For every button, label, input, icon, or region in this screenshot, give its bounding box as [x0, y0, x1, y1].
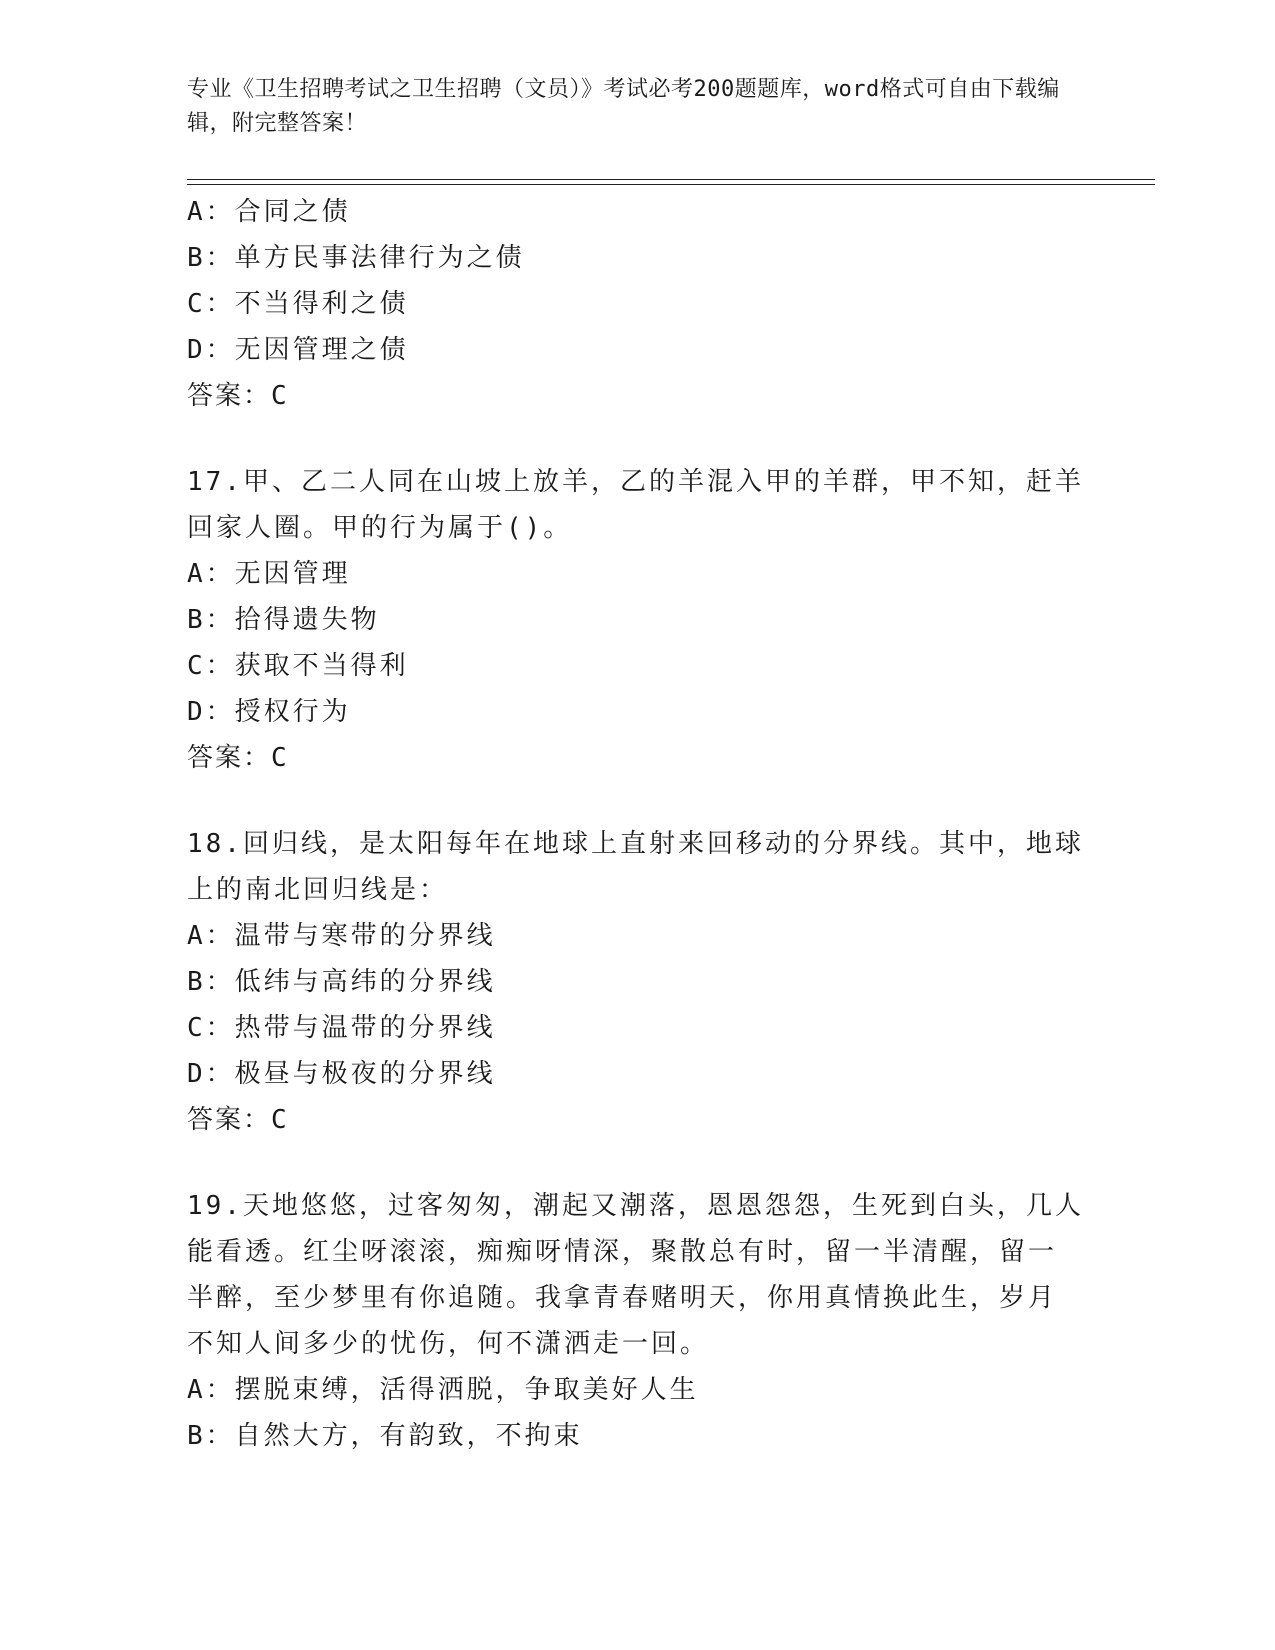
- spacer: [187, 781, 1067, 821]
- option-a: A：摆脱束缚，活得洒脱，争取美好人生: [187, 1375, 699, 1405]
- answer: 答案：C: [187, 743, 289, 773]
- document-header: 专业《卫生招聘考试之卫生招聘（文员）》考试必考200题题库，word格式可自由下载编辑，附完整答案！: [187, 77, 1060, 136]
- question-stem: 不知人间多少的忧伤，何不潇洒走一回。: [187, 1329, 710, 1359]
- question-block: [187, 1183, 1084, 1459]
- question-stem: 18.回归线，是太阳每年在地球上直射来回移动的分界线。其中，地球: [187, 829, 1084, 859]
- answer: 答案：C: [187, 381, 289, 411]
- option-d: D：授权行为: [187, 697, 351, 727]
- question-stem: 17.甲、乙二人同在山坡上放羊，乙的羊混入甲的羊群，甲不知，赶羊: [187, 467, 1084, 497]
- option-b: B：单方民事法律行为之债: [187, 243, 525, 273]
- question-stem: 半醉，至少梦里有你追随。我拿青春赌明天，你用真情换此生，岁月: [187, 1283, 1058, 1313]
- question-block: [187, 189, 1067, 419]
- spacer: [187, 419, 1067, 459]
- header-rule: [187, 184, 1155, 185]
- spacer: [187, 1143, 1067, 1183]
- question-list: [187, 189, 1084, 1459]
- option-c: C：热带与温带的分界线: [187, 1013, 496, 1043]
- option-b: B：自然大方，有韵致，不拘束: [187, 1421, 583, 1451]
- question-block: [187, 821, 1084, 1143]
- option-c: C：获取不当得利: [187, 651, 409, 681]
- option-a: A：温带与寒带的分界线: [187, 921, 496, 951]
- option-d: D：无因管理之债: [187, 335, 409, 365]
- question-stem: 上的南北回归线是：: [187, 875, 449, 905]
- header-rule: [187, 179, 1155, 180]
- question-stem: 能看透。红尘呀滚滚，痴痴呀情深，聚散总有时，留一半清醒，留一: [187, 1237, 1058, 1267]
- question-stem: 回家人圈。甲的行为属于()。: [187, 513, 573, 543]
- option-a: A：合同之债: [187, 197, 351, 227]
- answer: 答案：C: [187, 1105, 289, 1135]
- question-stem: 19.天地悠悠，过客匆匆，潮起又潮落，恩恩怨怨，生死到白头，几人: [187, 1191, 1084, 1221]
- question-block: [187, 459, 1084, 781]
- option-c: C：不当得利之债: [187, 289, 409, 319]
- option-b: B：拾得遗失物: [187, 605, 380, 635]
- option-b: B：低纬与高纬的分界线: [187, 967, 496, 997]
- option-d: D：极昼与极夜的分界线: [187, 1059, 496, 1089]
- option-a: A：无因管理: [187, 559, 351, 589]
